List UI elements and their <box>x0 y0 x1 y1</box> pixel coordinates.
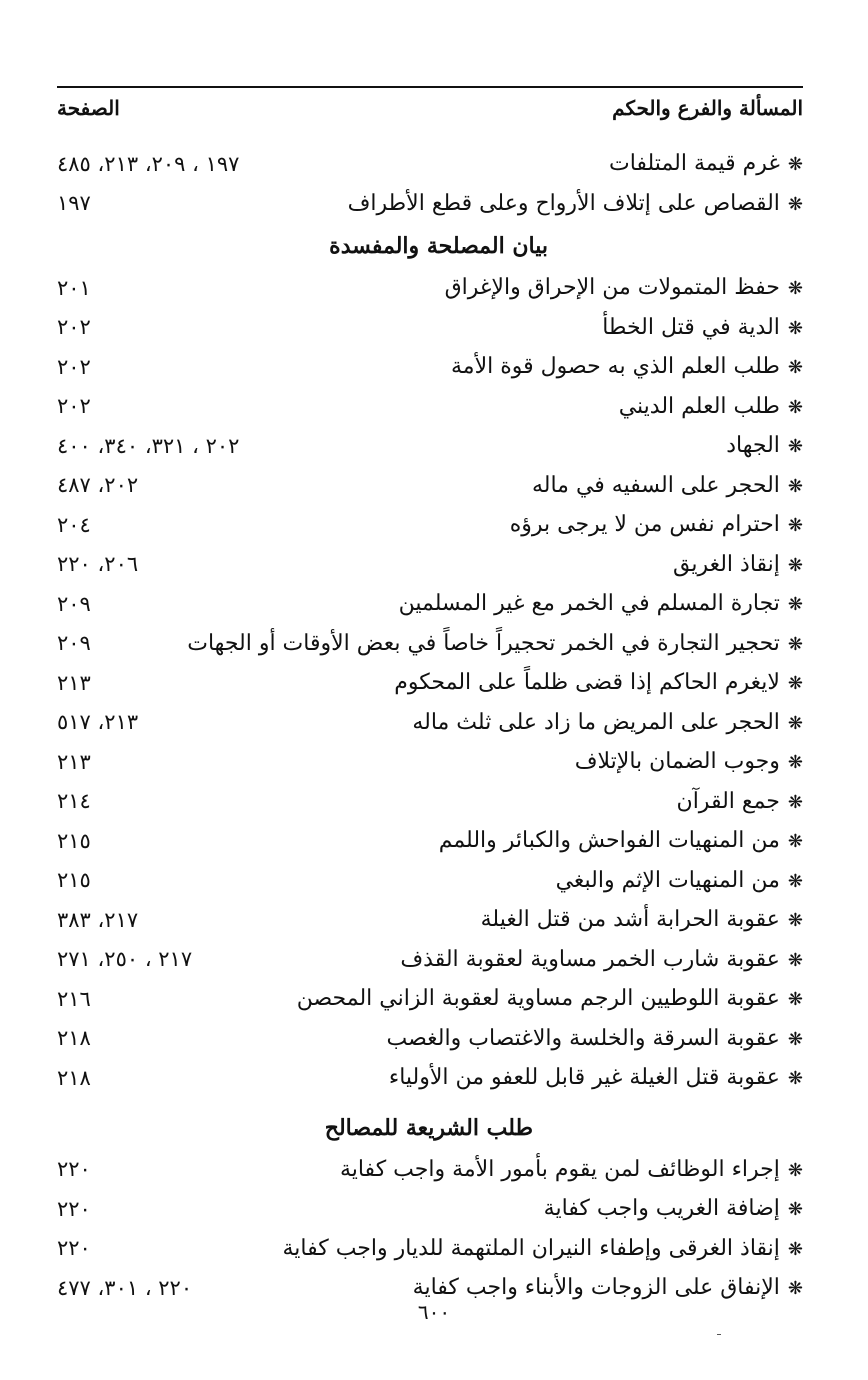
entry-label: عقوبة الحرابة أشد من قتل الغيلة <box>480 907 780 933</box>
entry-pages: ٢٠٤ <box>57 512 91 537</box>
entry-text <box>510 512 803 537</box>
index-entry <box>57 940 803 980</box>
bullet-icon: ❋ <box>787 1238 803 1260</box>
index-entry <box>57 703 803 743</box>
index-entry <box>57 1019 803 1059</box>
entry-text <box>726 433 803 458</box>
entry-label: لايغرم الحاكم إذا قضى ظلماً على المحكوم <box>394 670 780 696</box>
entry-label: عقوبة السرقة والخلسة والاغتصاب والغصب <box>386 1025 780 1051</box>
bullet-icon: ❋ <box>787 870 803 892</box>
entry-text <box>575 749 803 774</box>
index-entry <box>57 1150 803 1190</box>
index-entry <box>57 861 803 901</box>
entry-label: الحجر على السفيه في ماله <box>531 472 780 498</box>
entry-label: عقوبة اللوطيين الرجم مساوية لعقوبة الزاني المحصن <box>296 986 780 1012</box>
bullet-icon: ❋ <box>787 436 803 458</box>
entry-label: إجراء الوظائف لمن يقوم بأمور الأمة واجب كفاية <box>339 1156 780 1182</box>
entry-pages: ٢٠٢ ، ٣٢١، ٣٤٠، ٤٠٠ <box>57 433 240 458</box>
entry-label: جمع القرآن <box>676 788 780 814</box>
index-entry <box>57 979 803 1019</box>
entry-text <box>348 191 803 216</box>
entry-label: احترام نفس من لا يرجى برؤه <box>509 512 780 538</box>
entry-pages: ٢٢٠ <box>57 1196 91 1221</box>
bullet-icon: ❋ <box>787 949 803 971</box>
entry-text <box>282 1236 803 1261</box>
bullet-icon: ❋ <box>787 633 803 655</box>
entry-text <box>609 151 803 176</box>
group-b <box>57 268 803 1098</box>
entry-label: طلب العلم الديني <box>618 393 780 419</box>
entry-label: من المنهيات الفواحش والكبائر واللمم <box>438 828 780 854</box>
index-entry <box>57 184 803 224</box>
entry-pages: ٢١٣، ٥١٧ <box>57 710 139 735</box>
entry-text <box>602 315 803 340</box>
index-entry <box>57 1229 803 1269</box>
index-list <box>57 144 803 1308</box>
entry-pages: ٢٠٢ <box>57 354 91 379</box>
entry-pages: ٢١٥ <box>57 868 91 893</box>
bullet-icon: ❋ <box>787 1199 803 1221</box>
entry-label: إضافة الغريب واجب كفاية <box>543 1196 780 1222</box>
speck <box>717 1334 721 1335</box>
index-entry <box>57 347 803 387</box>
index-entry <box>57 268 803 308</box>
bullet-icon: ❋ <box>787 752 803 774</box>
entry-pages: ٢١٧ ، ٢٥٠، ٢٧١ <box>57 947 193 972</box>
entry-pages: ٢١٣ <box>57 749 91 774</box>
entry-text <box>673 552 803 577</box>
bullet-icon: ❋ <box>787 554 803 576</box>
entry-pages: ٢١٥ <box>57 828 91 853</box>
entry-label: إنقاذ الغرقى وإطفاء النيران الملتهمة للديار واجب كفاية <box>282 1235 780 1261</box>
entry-pages: ٢١٣ <box>57 670 91 695</box>
group-c <box>57 1150 803 1308</box>
entry-label: القصاص على إتلاف الأرواح وعلى قطع الأطراف <box>347 190 780 216</box>
entry-label: عقوبة قتل الغيلة غير قابل للعفو من الأولياء <box>388 1065 780 1091</box>
entry-pages: ٢١٧، ٣٨٣ <box>57 907 139 932</box>
bullet-icon: ❋ <box>787 357 803 379</box>
entry-text <box>394 670 803 695</box>
entry-label: حفظ المتمولات من الإحراق والإغراق <box>444 275 780 301</box>
entry-pages: ٢١٤ <box>57 789 91 814</box>
entry-text <box>412 710 803 735</box>
entry-pages: ٢١٨ <box>57 1065 91 1090</box>
index-entry <box>57 900 803 940</box>
entry-text <box>439 828 803 853</box>
index-entry <box>57 505 803 545</box>
index-entry <box>57 144 803 184</box>
bullet-icon: ❋ <box>787 1028 803 1050</box>
index-entry <box>57 466 803 506</box>
entry-label: تجارة المسلم في الخمر مع غير المسلمين <box>398 591 780 617</box>
bullet-icon: ❋ <box>787 712 803 734</box>
section-heading: طلب الشريعة للمصالح <box>324 1114 533 1141</box>
bullet-icon: ❋ <box>787 673 803 695</box>
bullet-icon: ❋ <box>787 594 803 616</box>
bullet-icon: ❋ <box>787 278 803 300</box>
index-entry <box>57 782 803 822</box>
bullet-icon: ❋ <box>787 989 803 1011</box>
entry-pages: ٢٢٠ <box>57 1236 91 1261</box>
header-page-column: الصفحة <box>57 96 120 120</box>
entry-label: الحجر على المريض ما زاد على ثلث ماله <box>412 709 780 735</box>
bullet-icon: ❋ <box>787 1278 803 1300</box>
entry-text <box>400 947 803 972</box>
entry-pages: ٢٠٢، ٤٨٧ <box>57 473 139 498</box>
entry-text <box>677 789 803 814</box>
entry-pages: ٢١٨ <box>57 1026 91 1051</box>
entry-text <box>556 868 803 893</box>
entry-label: الدية في قتل الخطأ <box>602 314 780 340</box>
table-header <box>57 92 803 124</box>
index-entry <box>57 663 803 703</box>
bullet-icon: ❋ <box>787 791 803 813</box>
entry-text <box>532 473 803 498</box>
entry-pages: ٢٢٠ ، ٣٠١، ٤٧٧ <box>57 1275 193 1300</box>
entry-text <box>544 1196 803 1221</box>
entry-label: تحجير التجارة في الخمر تحجيراً خاصاً في بعض الأوقات أو الجهات <box>187 630 780 656</box>
entry-label: غرم قيمة المتلفات <box>608 151 780 177</box>
bullet-icon: ❋ <box>787 475 803 497</box>
entry-text <box>297 986 803 1011</box>
index-entry <box>57 387 803 427</box>
entry-text <box>387 1026 804 1051</box>
page-number: ٦٠٠ <box>417 1300 451 1324</box>
bullet-icon: ❋ <box>787 317 803 339</box>
bullet-icon: ❋ <box>787 1068 803 1090</box>
header-rule <box>57 86 803 88</box>
entry-label: طلب العلم الذي به حصول قوة الأمة <box>451 354 780 380</box>
entry-text <box>451 354 803 379</box>
group-a <box>57 144 803 223</box>
header-title: المسألة والفرع والحكم <box>612 96 803 120</box>
entry-label: الجهاد <box>726 433 780 459</box>
index-entry <box>57 821 803 861</box>
entry-label: الإنفاق على الزوجات والأبناء واجب كفاية <box>412 1275 780 1301</box>
entry-pages: ١٩٧ <box>57 191 91 216</box>
index-entry <box>57 426 803 466</box>
entry-pages: ٢٠٩ <box>57 591 91 616</box>
index-entry <box>57 742 803 782</box>
entry-text <box>399 591 803 616</box>
entry-pages: ١٩٧ ، ٢٠٩، ٢١٣، ٤٨٥ <box>57 151 240 176</box>
entry-text <box>413 1275 803 1300</box>
entry-text <box>445 275 803 300</box>
index-entry <box>57 1189 803 1229</box>
index-entry <box>57 1058 803 1098</box>
index-entry <box>57 545 803 585</box>
entry-pages: ٢٠١ <box>57 275 91 300</box>
section-heading: بيان المصلحة والمفسدة <box>329 232 548 259</box>
index-entry <box>57 584 803 624</box>
entry-text <box>187 631 803 656</box>
entry-pages: ٢٢٠ <box>57 1157 91 1182</box>
entry-label: إنقاذ الغريق <box>673 551 780 577</box>
index-entry <box>57 624 803 664</box>
entry-label: عقوبة شارب الخمر مساوية لعقوبة القذف <box>400 946 780 972</box>
bullet-icon: ❋ <box>787 515 803 537</box>
entry-text <box>389 1065 803 1090</box>
entry-text <box>340 1157 803 1182</box>
bullet-icon: ❋ <box>787 154 803 176</box>
entry-pages: ٢١٦ <box>57 986 91 1011</box>
entry-text <box>481 907 803 932</box>
bullet-icon: ❋ <box>787 1159 803 1181</box>
entry-text <box>619 394 803 419</box>
entry-label: من المنهيات الإثم والبغي <box>555 867 780 893</box>
entry-pages: ٢٠٦، ٢٢٠ <box>57 552 139 577</box>
index-entry <box>57 308 803 348</box>
bullet-icon: ❋ <box>787 396 803 418</box>
entry-pages: ٢٠٩ <box>57 631 91 656</box>
entry-pages: ٢٠٢ <box>57 394 91 419</box>
bullet-icon: ❋ <box>787 193 803 215</box>
bullet-icon: ❋ <box>787 831 803 853</box>
entry-pages: ٢٠٢ <box>57 315 91 340</box>
entry-label: وجوب الضمان بالإتلاف <box>574 749 780 775</box>
bullet-icon: ❋ <box>787 910 803 932</box>
